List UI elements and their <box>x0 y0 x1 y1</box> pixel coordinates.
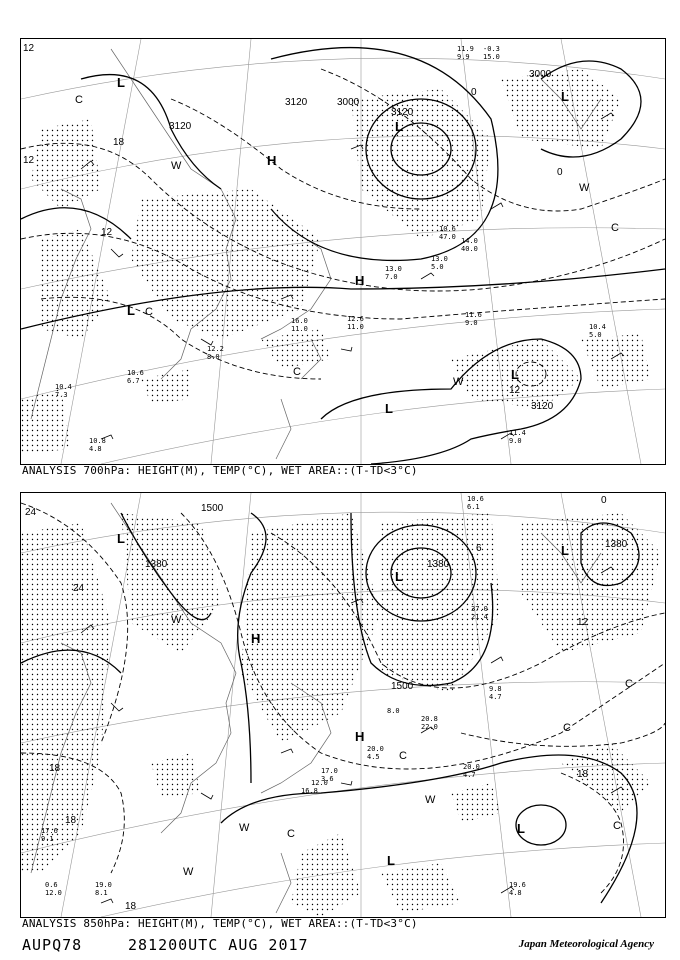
height-label-5: 3120 <box>391 107 414 118</box>
height-label-1: 1380 <box>145 559 168 570</box>
station-value: 11.0 <box>291 325 308 333</box>
agency-name: Japan Meteorological Agency <box>518 938 654 950</box>
warm-marker: W <box>171 614 182 626</box>
station-value: 8.1 <box>95 889 108 897</box>
warm-marker: W <box>171 160 182 172</box>
temp-label-6: 0 <box>471 87 477 98</box>
temp-label-4: 18 <box>125 901 137 912</box>
cold-marker: C <box>625 678 633 690</box>
station-value: 10.6 <box>467 495 484 503</box>
station-value: 12.6 <box>347 315 364 323</box>
station-value: 5.0 <box>431 263 444 271</box>
temp-label-8: 6 <box>476 543 482 554</box>
low-center: L <box>395 569 403 584</box>
low-center: L <box>561 89 569 104</box>
height-label-0: 1500 <box>201 503 224 514</box>
station-value: 10.6 <box>127 369 144 377</box>
temp-label-7: 0 <box>601 495 607 506</box>
low-center: L <box>561 543 569 558</box>
station-value: 3.6 <box>321 775 334 783</box>
warm-marker: W <box>183 866 194 878</box>
cold-marker: C <box>613 820 621 832</box>
station-value: 19.0 <box>95 881 112 889</box>
temp-label-5: 12 <box>509 385 521 396</box>
station-value: 13.0 <box>431 255 448 263</box>
temp-label-2: 18 <box>49 763 61 774</box>
temp-label-3: 18 <box>113 137 125 148</box>
station-value: 21.4 <box>471 613 488 621</box>
warm-marker: W <box>239 822 250 834</box>
low-center: L <box>117 75 125 90</box>
station-value: 9.9 <box>457 53 470 61</box>
station-value: 20.0 <box>463 763 480 771</box>
station-value: 20.0 <box>367 745 384 753</box>
station-value: 7.0 <box>385 273 398 281</box>
station-value: 19.6 <box>509 881 526 889</box>
station-value: -0.3 <box>483 45 500 53</box>
low-center: L <box>517 821 525 836</box>
chart-code: AUPQ78 <box>22 936 83 954</box>
station-value: 20.8 <box>421 715 438 723</box>
high-center: H <box>267 153 277 168</box>
temp-label-2: 12 <box>101 227 113 238</box>
high-center: H <box>355 729 365 744</box>
low-center: L <box>385 401 393 416</box>
cold-marker: C <box>611 222 619 234</box>
station-value: 12.0 <box>311 779 328 787</box>
station-value: 4.7 <box>489 693 502 701</box>
map-850hpa-svg <box>21 493 665 917</box>
temp-label-5: 12 <box>577 617 589 628</box>
height-label-2: 3120 <box>285 97 308 108</box>
station-value: 5.0 <box>589 331 602 339</box>
cold-marker: C <box>293 366 301 378</box>
map-700hpa-svg <box>21 39 665 464</box>
station-value: 16.8 <box>301 787 318 795</box>
station-value: 4.7 <box>463 771 476 779</box>
height-label-3: 1500 <box>391 681 414 692</box>
temp-label-0: 24 <box>25 507 37 518</box>
station-value: 6.1 <box>467 503 480 511</box>
station-value: 47.0 <box>439 233 456 241</box>
station-value: 4.5 <box>367 753 380 761</box>
height-label-4: 3120 <box>531 401 554 412</box>
temp-label-4: 0 <box>557 167 563 178</box>
warm-marker: W <box>579 182 590 194</box>
station-value: 10.4 <box>55 383 72 391</box>
wet-areas <box>21 69 651 454</box>
height-label-3: 3000 <box>529 69 552 80</box>
high-center: H <box>355 273 365 288</box>
low-center: L <box>387 853 395 868</box>
map-850hpa <box>20 492 666 918</box>
map-700hpa <box>20 38 666 465</box>
station-value: 17.6 <box>41 827 58 835</box>
station-value: 4.8 <box>509 889 522 897</box>
cold-marker: C <box>75 94 83 106</box>
station-value: 4.8 <box>89 445 102 453</box>
station-value: 16.0 <box>291 317 308 325</box>
station-value: 7.3 <box>55 391 68 399</box>
high-center: H <box>251 631 261 646</box>
station-value: 11.6 <box>465 311 482 319</box>
temp-label-1: 24 <box>73 583 85 594</box>
station-value: 11.9 <box>457 45 474 53</box>
station-value: 40.0 <box>461 245 478 253</box>
height-label-1: 3000 <box>337 97 360 108</box>
station-value: 12.2 <box>207 345 224 353</box>
station-value: 9.0 <box>509 437 522 445</box>
temp-label-6: 18 <box>577 769 589 780</box>
station-value: 9.1 <box>41 835 54 843</box>
station-value: 8.0 <box>387 707 400 715</box>
station-value: 10.8 <box>89 437 106 445</box>
station-value: 12.0 <box>45 889 62 897</box>
station-value: 37.0 <box>471 605 488 613</box>
height-label-4: 1380 <box>605 539 628 550</box>
station-value: 10.6 <box>439 225 456 233</box>
station-value: 8.0 <box>207 353 220 361</box>
panel-700-caption: ANALYSIS 700hPa: HEIGHT(M), TEMP(°C), WET AREA::(T-TD<3°C) <box>22 464 418 477</box>
station-value: 0.6 <box>45 881 58 889</box>
low-center: L <box>127 303 135 318</box>
station-value: 17.0 <box>321 767 338 775</box>
station-value: 13.0 <box>385 265 402 273</box>
warm-marker: W <box>425 794 436 806</box>
height-label-2: 1380 <box>427 559 450 570</box>
station-value: 22.0 <box>421 723 438 731</box>
station-value: 9.0 <box>465 319 478 327</box>
panel-850-caption: ANALYSIS 850hPa: HEIGHT(M), TEMP(°C), WET AREA::(T-TD<3°C) <box>22 917 418 930</box>
station-value: 6.7 <box>127 377 140 385</box>
station-value: 15.0 <box>483 53 500 61</box>
station-value: 14.0 <box>461 237 478 245</box>
temp-label-1: 12 <box>23 155 35 166</box>
low-center: L <box>511 367 519 382</box>
height-label-0: 3120 <box>169 121 192 132</box>
station-value: 11.0 <box>347 323 364 331</box>
warm-marker: W <box>453 376 464 388</box>
temp-label-3: 18 <box>65 815 77 826</box>
low-center: L <box>395 119 403 134</box>
cold-marker: C <box>563 722 571 734</box>
low-center: L <box>117 531 125 546</box>
cold-marker: C <box>399 750 407 762</box>
station-value: 9.8 <box>489 685 502 693</box>
cold-marker: C <box>287 828 295 840</box>
station-value: 10.4 <box>589 323 606 331</box>
cold-marker: C <box>145 306 153 318</box>
temp-label-0: 12 <box>23 43 35 54</box>
valid-time: 281200UTC AUG 2017 <box>128 936 309 954</box>
station-value: 11.4 <box>509 429 526 437</box>
wet-areas <box>21 513 661 917</box>
